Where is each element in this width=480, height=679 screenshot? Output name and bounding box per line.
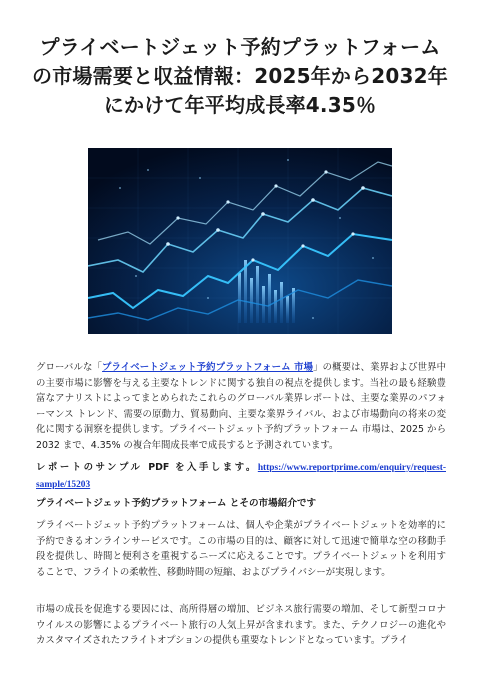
sample-request-link[interactable]: https://www.reportprime.com/enquiry/request-sample/15203: [36, 463, 446, 490]
intro-prefix: グローバルな「: [36, 362, 103, 373]
document-title: プライベートジェット予約プラットフォームの市場需要と収益情報：2025年から2032年にかけて年平均成長率4.35％: [32, 35, 448, 117]
section-heading: プライベートジェット予約プラットフォーム とその市場紹介です: [36, 498, 317, 509]
market-intro-paragraph: プライベートジェット予約プラットフォームは、個人や企業がプライベートジェットを効率的に予約できるオンラインサービスです。この市場の目的は、顧客に対して迅速で簡単な空の移動手段を提供し、時間と便利さを重視するニーズに応えることです。プライベートジェットを利用することで、フライトの柔軟性、移動時間の短縮、およびプライバシーが実現します。: [36, 520, 446, 578]
sample-request-paragraph: [36, 460, 446, 493]
sample-request-label: レポートのサンプル PDF を入手します。: [36, 462, 258, 473]
intro-suffix: 」の概要は、業界および世界中の主要市場に影響を与える主要なトレンドに関する独自の視点を提供します。当社の最も経験豊富なアナリストによってまとめられたこれらのグローバル業界レポートは、主要な業界のパフォーマンス トレンド、需要の原動力、貿易動向、主要な業界ライバル、および市場動向の将来の変化に関する洞察を提供します。プライベートジェット予約プラットフォーム 市場は、2025 から 2032 まで、4.35% の複合年間成長率で成長すると予測されています。: [36, 362, 446, 451]
hero-image-financial-chart: [88, 148, 392, 334]
market-report-link[interactable]: プライベートジェット予約プラットフォーム 市場: [102, 362, 314, 373]
intro-paragraph: [36, 360, 446, 454]
growth-drivers-paragraph: 市場の成長を促進する要因には、高所得層の増加、ビジネス旅行需要の増加、そして新型コロナウイルスの影響によるプライベート旅行の人気上昇が含まれます。また、テクノロジーの進化やカスタマイズされたフライトオプションの提供も重要なトレンドとなっています。プライ: [36, 604, 446, 647]
